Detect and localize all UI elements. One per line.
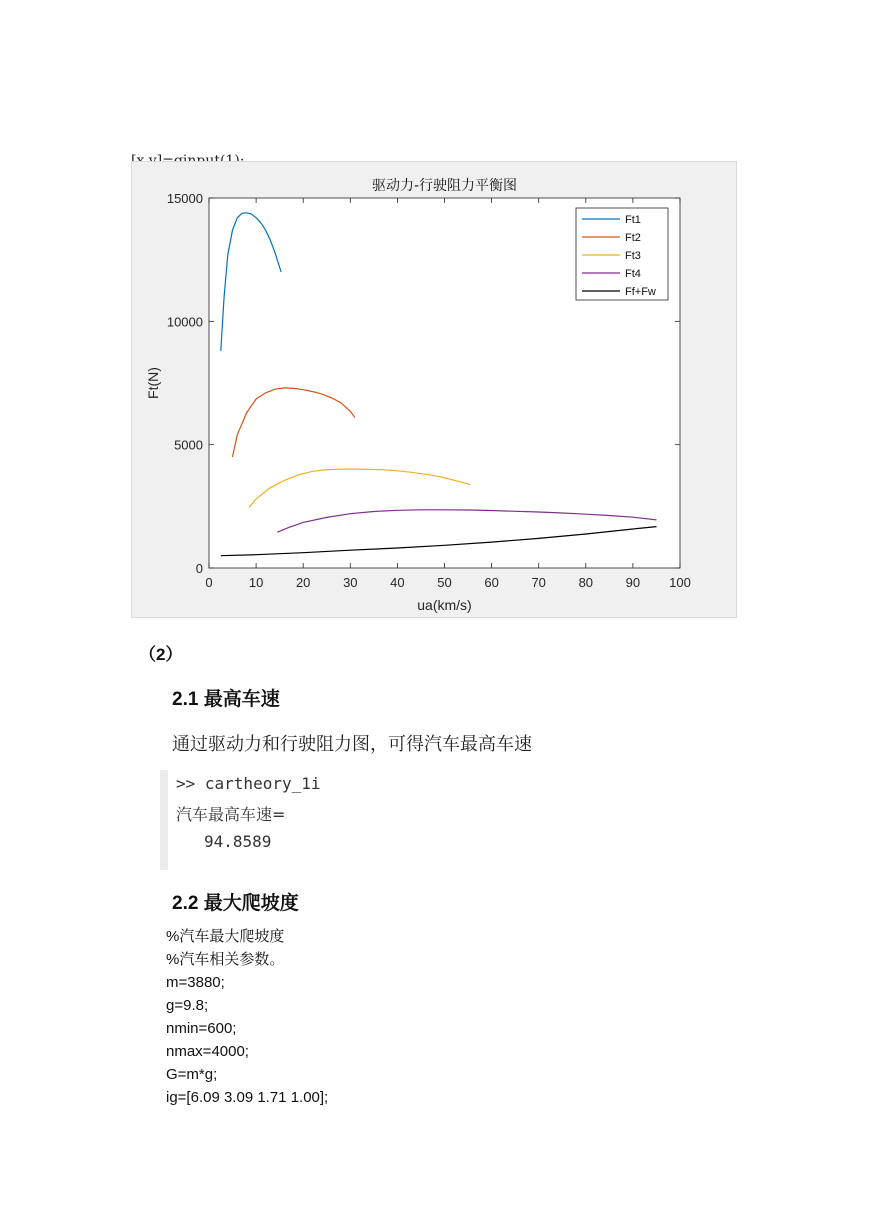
legend-label: Ft1 (625, 214, 641, 226)
heading-max-grade: 2.2 最大爬坡度 (172, 893, 299, 914)
paragraph: 通过驱动力和行驶阻力图，可得汽车最高车速 (172, 734, 532, 755)
command-window-output (160, 770, 390, 870)
y-tick-label: 10000 (166, 314, 203, 330)
legend-label: Ft4 (625, 268, 641, 280)
code-line: G=m*g; (166, 1066, 218, 1083)
x-tick-label: 40 (390, 575, 405, 590)
console-margin (160, 770, 168, 870)
legend-label: Ft2 (625, 232, 641, 244)
x-tick-label: 30 (343, 575, 358, 590)
console-label-line: 汽车最高车速= (176, 805, 286, 824)
code-line: g=9.8; (166, 997, 209, 1014)
legend-label: Ff+Fw (625, 286, 656, 298)
chart-title: 驱动力-行驶阻力平衡图 (371, 178, 518, 194)
x-tick-label: 100 (669, 575, 691, 590)
heading-max-speed: 2.1 最高车速 (172, 689, 280, 710)
code-snippet-bottom (166, 925, 328, 1109)
x-tick-label: 10 (248, 575, 264, 590)
y-tick-label: 15000 (166, 191, 203, 206)
matlab-figure (131, 161, 737, 618)
code-line: nmax=4000; (166, 1043, 249, 1060)
console-value-line: 94.8589 (204, 832, 272, 851)
x-tick-label: 0 (205, 575, 213, 590)
y-tick-label: 5000 (174, 437, 203, 453)
y-tick-label: 0 (195, 561, 203, 576)
balance-chart (132, 162, 738, 619)
code-line: %汽车最大爬坡度 (166, 928, 285, 945)
y-axis-label: Ft(N) (145, 367, 161, 399)
code-line: nmin=600; (166, 1020, 237, 1037)
console-prompt-line: >> cartheory_1i (176, 774, 321, 793)
code-line: ig=[6.09 3.09 1.71 1.00]; (166, 1089, 329, 1106)
x-tick-label: 60 (484, 575, 499, 590)
x-tick-label: 80 (578, 575, 594, 590)
code-line: m=3880; (166, 974, 225, 991)
x-tick-label: 70 (531, 575, 546, 590)
x-axis-label: ua(km/s) (417, 597, 472, 613)
x-tick-label: 90 (625, 575, 641, 590)
x-tick-label: 20 (295, 575, 311, 590)
code-line: %汽车相关参数。 (166, 951, 285, 968)
legend-label: Ft3 (625, 250, 641, 262)
x-tick-label: 50 (437, 575, 452, 590)
section-number: （2） (139, 645, 183, 664)
